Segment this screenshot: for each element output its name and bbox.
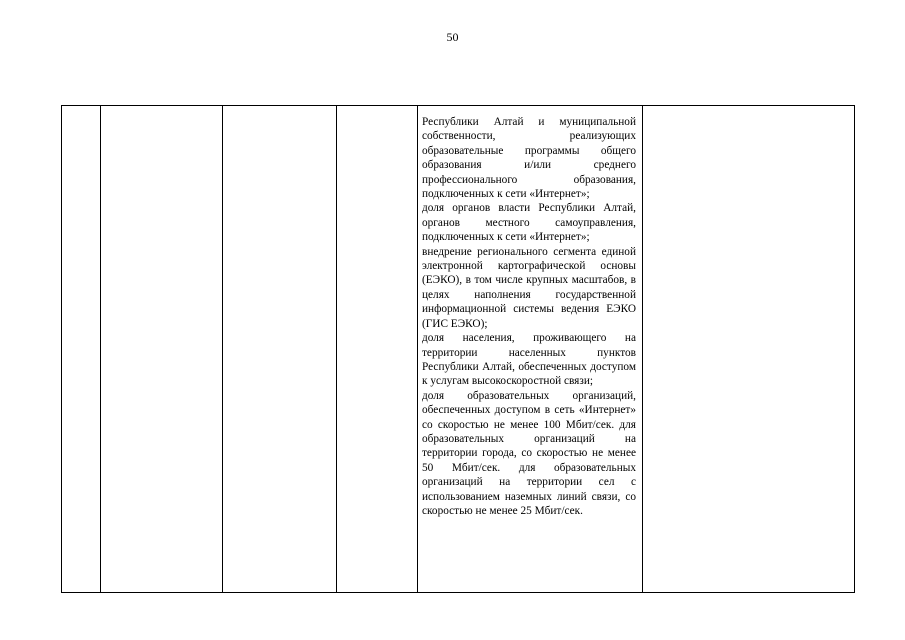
table-cell-col-1	[62, 106, 101, 593]
page-number: 50	[446, 30, 459, 44]
document-table	[61, 105, 855, 593]
table-cell-col-4	[337, 106, 418, 593]
indicator-paragraph: Республики Алтай и муниципальной собственности, реализующих образовательные программы общего образования и/или среднего профессионального образования, подключенных к сети «Интернет»;	[422, 116, 636, 201]
indicator-paragraph: внедрение регионального сегмента единой электронной картографической основы (ЕЭКО), в том числе крупных масштабов, в целях наполнения государственной информационной системы ведения ЕЭКО (ГИС ЕЭКО);	[422, 245, 636, 330]
table-cell-col-6	[643, 106, 855, 593]
table-row	[62, 106, 855, 593]
table-cell-col-2	[101, 106, 223, 593]
indicator-paragraph: доля образовательных организаций, обеспеченных доступом в сеть «Интернет» со скоростью не менее 100 Мбит/сек. для образовательных организаций на территории города, со скоростью не менее 50 Мбит/сек. для образовательных организаций на территории сел с использованием наземных линий связи, со скоростью не менее 25 Мбит/сек.	[422, 389, 636, 517]
table-cell-indicators	[418, 106, 643, 593]
indicator-paragraph: доля органов власти Республики Алтай, органов местного самоуправления, подключенных к сети «Интернет»;	[422, 202, 636, 244]
indicator-paragraph: доля населения, проживающего на территории населенных пунктов Республики Алтай, обеспеченных доступом к услугам высокоскоростной связи;	[422, 332, 636, 388]
table-cell-col-3	[223, 106, 337, 593]
